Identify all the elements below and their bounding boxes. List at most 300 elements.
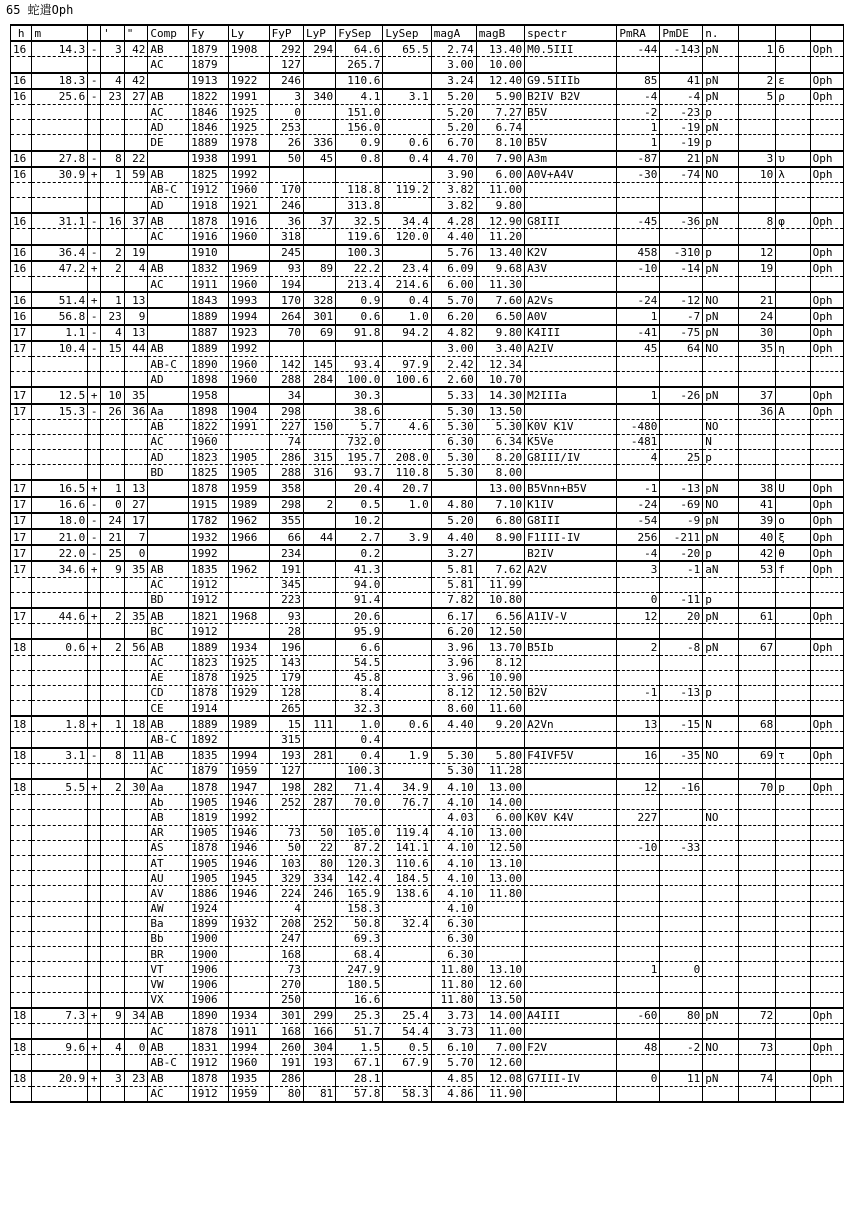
cell-bayer bbox=[776, 871, 810, 886]
cell-sign bbox=[88, 104, 101, 119]
cell-maga: 4.10 bbox=[431, 779, 476, 795]
cell-bayer: ο bbox=[776, 513, 810, 529]
cell-pmde bbox=[660, 434, 703, 449]
cell-lysep bbox=[383, 992, 431, 1008]
cell-h bbox=[11, 465, 32, 481]
cell-sign bbox=[88, 356, 101, 371]
cell-fy: 1905 bbox=[189, 871, 229, 886]
cell-lyp bbox=[303, 992, 335, 1008]
cell-m bbox=[32, 962, 88, 977]
cell-spectr bbox=[525, 886, 617, 901]
cell-con bbox=[810, 977, 843, 992]
cell-sign bbox=[88, 372, 101, 388]
cell-pmde: -33 bbox=[660, 840, 703, 855]
cell-magb: 13.40 bbox=[476, 245, 524, 261]
cell-lyp: 315 bbox=[303, 450, 335, 465]
cell-ly: 1925 bbox=[228, 655, 269, 670]
cell-pmde: -12 bbox=[660, 292, 703, 308]
cell-maga: 4.40 bbox=[431, 229, 476, 245]
column-header: h bbox=[11, 25, 32, 41]
cell-h bbox=[11, 419, 32, 434]
cell-lysep: 76.7 bbox=[383, 795, 431, 810]
cell-fy: 1900 bbox=[189, 947, 229, 962]
cell-magb: 11.28 bbox=[476, 763, 524, 779]
cell-magb: 11.90 bbox=[476, 1086, 524, 1102]
cell-fysep: 67.1 bbox=[336, 1055, 383, 1071]
cell-spectr bbox=[525, 992, 617, 1008]
cell-con: Oph bbox=[810, 404, 843, 420]
cell-deg bbox=[101, 434, 125, 449]
cell-fyp: 246 bbox=[269, 73, 303, 89]
cell-spectr bbox=[525, 977, 617, 992]
cell-num bbox=[738, 947, 776, 962]
cell-min: 7 bbox=[124, 529, 148, 545]
cell-min bbox=[124, 795, 148, 810]
table-row bbox=[11, 450, 844, 465]
cell-pmde bbox=[660, 795, 703, 810]
cell-magb: 9.80 bbox=[476, 198, 524, 214]
cell-pmde bbox=[660, 624, 703, 640]
cell-fyp: 50 bbox=[269, 151, 303, 167]
cell-bayer: U bbox=[776, 480, 810, 496]
cell-min bbox=[124, 434, 148, 449]
cell-fyp: 93 bbox=[269, 608, 303, 624]
cell-spectr: G7III-IV bbox=[525, 1071, 617, 1087]
cell-sign: - bbox=[88, 341, 101, 357]
cell-con bbox=[810, 840, 843, 855]
cell-ly: 1960 bbox=[228, 277, 269, 293]
table-row bbox=[11, 931, 844, 946]
cell-pmde: 20 bbox=[660, 608, 703, 624]
cell-spectr bbox=[525, 229, 617, 245]
column-header: Fy bbox=[189, 25, 229, 41]
cell-fy: 1846 bbox=[189, 104, 229, 119]
cell-spectr bbox=[525, 356, 617, 371]
cell-pmra bbox=[617, 871, 660, 886]
cell-lyp: 284 bbox=[303, 372, 335, 388]
cell-fysep: 0.9 bbox=[336, 292, 383, 308]
cell-maga: 4.82 bbox=[431, 325, 476, 341]
cell-maga: 3.90 bbox=[431, 167, 476, 183]
cell-lyp bbox=[303, 962, 335, 977]
cell-h: 16 bbox=[11, 151, 32, 167]
cell-min: 13 bbox=[124, 480, 148, 496]
cell-bayer bbox=[776, 716, 810, 732]
cell-h: 17 bbox=[11, 404, 32, 420]
cell-fy: 1889 bbox=[189, 716, 229, 732]
column-header: spectr bbox=[525, 25, 617, 41]
column-header: ' bbox=[101, 25, 125, 41]
cell-spectr bbox=[525, 931, 617, 946]
cell-pmra: 13 bbox=[617, 716, 660, 732]
cell-sign: + bbox=[88, 561, 101, 577]
cell-lysep bbox=[383, 901, 431, 916]
cell-ly: 1934 bbox=[228, 1008, 269, 1024]
cell-sign: + bbox=[88, 1071, 101, 1087]
cell-h bbox=[11, 104, 32, 119]
cell-n bbox=[703, 732, 738, 748]
cell-fyp: 301 bbox=[269, 1008, 303, 1024]
cell-n: pN bbox=[703, 261, 738, 277]
cell-bayer: φ bbox=[776, 213, 810, 229]
cell-m bbox=[32, 465, 88, 481]
cell-con bbox=[810, 372, 843, 388]
cell-pmra bbox=[617, 655, 660, 670]
cell-pmra: -10 bbox=[617, 261, 660, 277]
cell-comp: AC bbox=[148, 1024, 189, 1040]
cell-lyp: 80 bbox=[303, 855, 335, 870]
cell-deg: 26 bbox=[101, 404, 125, 420]
cell-min: 11 bbox=[124, 748, 148, 764]
cell-comp: AV bbox=[148, 886, 189, 901]
cell-num: 53 bbox=[738, 561, 776, 577]
cell-magb: 6.80 bbox=[476, 513, 524, 529]
cell-fyp: 34 bbox=[269, 387, 303, 403]
cell-min: 22 bbox=[124, 151, 148, 167]
cell-ly: 1960 bbox=[228, 356, 269, 371]
cell-fy: 1992 bbox=[189, 545, 229, 561]
cell-con bbox=[810, 465, 843, 481]
cell-num bbox=[738, 992, 776, 1008]
cell-deg bbox=[101, 419, 125, 434]
cell-m bbox=[32, 372, 88, 388]
cell-sign bbox=[88, 810, 101, 825]
cell-fyp: 252 bbox=[269, 795, 303, 810]
cell-comp bbox=[148, 480, 189, 496]
cell-maga: 6.09 bbox=[431, 261, 476, 277]
cell-pmra bbox=[617, 465, 660, 481]
cell-con: Oph bbox=[810, 1008, 843, 1024]
cell-pmde bbox=[660, 198, 703, 214]
table-row bbox=[11, 577, 844, 592]
cell-pmde bbox=[660, 57, 703, 73]
cell-deg: 4 bbox=[101, 73, 125, 89]
cell-pmra: 48 bbox=[617, 1039, 660, 1055]
cell-pmde bbox=[660, 465, 703, 481]
column-header: n. bbox=[703, 25, 738, 41]
cell-fysep: 70.0 bbox=[336, 795, 383, 810]
cell-maga: 6.17 bbox=[431, 608, 476, 624]
cell-ly: 1904 bbox=[228, 404, 269, 420]
cell-num bbox=[738, 855, 776, 870]
cell-comp: Aa bbox=[148, 404, 189, 420]
cell-m bbox=[32, 1055, 88, 1071]
table-row bbox=[11, 886, 844, 901]
cell-maga bbox=[431, 480, 476, 496]
cell-spectr: F2V bbox=[525, 1039, 617, 1055]
cell-lyp: 252 bbox=[303, 916, 335, 931]
cell-min bbox=[124, 916, 148, 931]
table-row bbox=[11, 716, 844, 732]
cell-lysep: 100.6 bbox=[383, 372, 431, 388]
cell-num: 1 bbox=[738, 41, 776, 57]
cell-num bbox=[738, 670, 776, 685]
cell-spectr bbox=[525, 916, 617, 931]
cell-magb: 9.20 bbox=[476, 716, 524, 732]
cell-bayer bbox=[776, 916, 810, 931]
cell-fysep: 0.6 bbox=[336, 308, 383, 324]
cell-h: 17 bbox=[11, 325, 32, 341]
cell-lyp bbox=[303, 229, 335, 245]
cell-maga: 4.10 bbox=[431, 901, 476, 916]
cell-min: 9 bbox=[124, 308, 148, 324]
cell-pmra: 12 bbox=[617, 608, 660, 624]
cell-m bbox=[32, 992, 88, 1008]
cell-fy: 1846 bbox=[189, 120, 229, 135]
cell-con bbox=[810, 1024, 843, 1040]
cell-deg: 2 bbox=[101, 779, 125, 795]
cell-lyp: 2 bbox=[303, 497, 335, 513]
table-row bbox=[11, 855, 844, 870]
table-row bbox=[11, 1024, 844, 1040]
cell-pmra: -41 bbox=[617, 325, 660, 341]
cell-pmde bbox=[660, 229, 703, 245]
cell-n: pN bbox=[703, 41, 738, 57]
cell-lysep bbox=[383, 57, 431, 73]
cell-spectr: A0V+A4V bbox=[525, 167, 617, 183]
cell-spectr: A2Vn bbox=[525, 716, 617, 732]
cell-pmra bbox=[617, 182, 660, 197]
cell-fy: 1889 bbox=[189, 639, 229, 655]
cell-fyp: 36 bbox=[269, 213, 303, 229]
cell-fyp: 292 bbox=[269, 41, 303, 57]
cell-deg: 15 bbox=[101, 341, 125, 357]
cell-m bbox=[32, 229, 88, 245]
cell-h: 18 bbox=[11, 1008, 32, 1024]
cell-con bbox=[810, 992, 843, 1008]
cell-bayer bbox=[776, 886, 810, 901]
cell-sign bbox=[88, 419, 101, 434]
cell-fy: 1835 bbox=[189, 561, 229, 577]
cell-h bbox=[11, 810, 32, 825]
cell-spectr bbox=[525, 763, 617, 779]
cell-fy: 1912 bbox=[189, 1086, 229, 1102]
cell-fy: 1912 bbox=[189, 182, 229, 197]
cell-fysep: 30.3 bbox=[336, 387, 383, 403]
cell-n bbox=[703, 1086, 738, 1102]
cell-sign bbox=[88, 732, 101, 748]
cell-num: 72 bbox=[738, 1008, 776, 1024]
cell-bayer bbox=[776, 1008, 810, 1024]
cell-con bbox=[810, 1086, 843, 1102]
cell-magb: 7.60 bbox=[476, 292, 524, 308]
cell-lysep bbox=[383, 513, 431, 529]
cell-h bbox=[11, 1024, 32, 1040]
cell-fy: 1878 bbox=[189, 840, 229, 855]
cell-con bbox=[810, 434, 843, 449]
cell-lyp bbox=[303, 977, 335, 992]
cell-comp: Ab bbox=[148, 795, 189, 810]
cell-maga: 5.30 bbox=[431, 419, 476, 434]
cell-con: Oph bbox=[810, 308, 843, 324]
table-row bbox=[11, 261, 844, 277]
cell-pmra: -2 bbox=[617, 104, 660, 119]
cell-sign bbox=[88, 229, 101, 245]
cell-pmra bbox=[617, 1055, 660, 1071]
cell-ly: 1962 bbox=[228, 561, 269, 577]
cell-pmra bbox=[617, 855, 660, 870]
cell-fyp: 208 bbox=[269, 916, 303, 931]
cell-comp: BD bbox=[148, 465, 189, 481]
cell-deg bbox=[101, 592, 125, 608]
cell-n bbox=[703, 795, 738, 810]
cell-spectr: B5V bbox=[525, 135, 617, 151]
cell-con bbox=[810, 871, 843, 886]
cell-magb: 13.10 bbox=[476, 855, 524, 870]
cell-spectr bbox=[525, 825, 617, 840]
cell-min: 35 bbox=[124, 561, 148, 577]
cell-con bbox=[810, 120, 843, 135]
cell-magb: 13.00 bbox=[476, 480, 524, 496]
cell-fysep: 118.8 bbox=[336, 182, 383, 197]
cell-sign: + bbox=[88, 1008, 101, 1024]
cell-pmde: -16 bbox=[660, 779, 703, 795]
cell-deg bbox=[101, 670, 125, 685]
cell-deg bbox=[101, 810, 125, 825]
table-row bbox=[11, 182, 844, 197]
cell-lysep: 214.6 bbox=[383, 277, 431, 293]
cell-fyp: 70 bbox=[269, 325, 303, 341]
cell-con: Oph bbox=[810, 292, 843, 308]
cell-fysep: 119.6 bbox=[336, 229, 383, 245]
cell-num: 10 bbox=[738, 167, 776, 183]
cell-min bbox=[124, 57, 148, 73]
cell-con: Oph bbox=[810, 73, 843, 89]
cell-spectr bbox=[525, 779, 617, 795]
cell-sign: - bbox=[88, 513, 101, 529]
cell-sign: + bbox=[88, 1039, 101, 1055]
cell-lysep: 184.5 bbox=[383, 871, 431, 886]
cell-magb: 8.12 bbox=[476, 655, 524, 670]
cell-fyp: 264 bbox=[269, 308, 303, 324]
cell-fysep: 91.4 bbox=[336, 592, 383, 608]
cell-min bbox=[124, 1086, 148, 1102]
cell-ly: 1959 bbox=[228, 763, 269, 779]
cell-deg: 1 bbox=[101, 167, 125, 183]
column-header: Comp bbox=[148, 25, 189, 41]
cell-con: Oph bbox=[810, 213, 843, 229]
cell-maga: 3.82 bbox=[431, 182, 476, 197]
cell-pmra: 4 bbox=[617, 450, 660, 465]
table-row bbox=[11, 89, 844, 105]
cell-deg: 1 bbox=[101, 716, 125, 732]
cell-h bbox=[11, 670, 32, 685]
cell-num: 39 bbox=[738, 513, 776, 529]
cell-num: 74 bbox=[738, 1071, 776, 1087]
cell-fy: 1843 bbox=[189, 292, 229, 308]
cell-fysep: 5.7 bbox=[336, 419, 383, 434]
cell-pmde bbox=[660, 577, 703, 592]
cell-min bbox=[124, 277, 148, 293]
cell-deg: 16 bbox=[101, 213, 125, 229]
cell-lyp bbox=[303, 901, 335, 916]
cell-num bbox=[738, 901, 776, 916]
cell-magb: 7.90 bbox=[476, 151, 524, 167]
cell-ly bbox=[228, 434, 269, 449]
cell-n bbox=[703, 1024, 738, 1040]
cell-pmde bbox=[660, 916, 703, 931]
cell-m bbox=[32, 886, 88, 901]
cell-comp: AB-C bbox=[148, 732, 189, 748]
cell-spectr bbox=[525, 57, 617, 73]
cell-maga: 5.70 bbox=[431, 1055, 476, 1071]
cell-fyp: 50 bbox=[269, 840, 303, 855]
cell-con bbox=[810, 685, 843, 700]
cell-con bbox=[810, 901, 843, 916]
cell-deg: 8 bbox=[101, 151, 125, 167]
column-header: " bbox=[124, 25, 148, 41]
cell-m: 51.4 bbox=[32, 292, 88, 308]
cell-comp: AB bbox=[148, 561, 189, 577]
cell-lyp bbox=[303, 513, 335, 529]
cell-deg bbox=[101, 977, 125, 992]
cell-con: Oph bbox=[810, 245, 843, 261]
cell-con bbox=[810, 732, 843, 748]
cell-magb: 13.50 bbox=[476, 404, 524, 420]
cell-bayer: p bbox=[776, 779, 810, 795]
cell-lysep: 0.4 bbox=[383, 151, 431, 167]
cell-pmra bbox=[617, 763, 660, 779]
cell-n: NO bbox=[703, 292, 738, 308]
cell-min bbox=[124, 104, 148, 119]
cell-h: 17 bbox=[11, 529, 32, 545]
cell-magb: 7.62 bbox=[476, 561, 524, 577]
cell-h: 16 bbox=[11, 308, 32, 324]
cell-spectr bbox=[525, 701, 617, 717]
cell-ly bbox=[228, 901, 269, 916]
cell-min bbox=[124, 947, 148, 962]
cell-lysep bbox=[383, 404, 431, 420]
cell-fyp: 196 bbox=[269, 639, 303, 655]
cell-comp: AC bbox=[148, 57, 189, 73]
table-row bbox=[11, 277, 844, 293]
cell-h bbox=[11, 732, 32, 748]
cell-pmde: 21 bbox=[660, 151, 703, 167]
cell-fy: 1825 bbox=[189, 167, 229, 183]
cell-spectr: M0.5III bbox=[525, 41, 617, 57]
cell-comp: AB bbox=[148, 341, 189, 357]
cell-num bbox=[738, 356, 776, 371]
cell-ly: 1932 bbox=[228, 916, 269, 931]
cell-spectr bbox=[525, 670, 617, 685]
cell-lysep bbox=[383, 245, 431, 261]
cell-fyp: 288 bbox=[269, 465, 303, 481]
cell-deg bbox=[101, 763, 125, 779]
cell-fy: 1890 bbox=[189, 356, 229, 371]
cell-magb: 11.00 bbox=[476, 182, 524, 197]
cell-fysep: 151.0 bbox=[336, 104, 383, 119]
cell-min: 0 bbox=[124, 1039, 148, 1055]
cell-h bbox=[11, 182, 32, 197]
cell-pmde bbox=[660, 931, 703, 946]
cell-fysep: 0.5 bbox=[336, 497, 383, 513]
cell-n bbox=[703, 57, 738, 73]
cell-pmde: -19 bbox=[660, 135, 703, 151]
cell-fyp: 245 bbox=[269, 245, 303, 261]
cell-lysep bbox=[383, 1071, 431, 1087]
cell-fyp: 143 bbox=[269, 655, 303, 670]
cell-maga: 3.82 bbox=[431, 198, 476, 214]
cell-lysep bbox=[383, 947, 431, 962]
cell-magb bbox=[476, 916, 524, 931]
cell-maga: 5.20 bbox=[431, 104, 476, 119]
cell-m bbox=[32, 120, 88, 135]
table-row bbox=[11, 151, 844, 167]
cell-lyp bbox=[303, 167, 335, 183]
cell-maga: 3.00 bbox=[431, 57, 476, 73]
cell-h bbox=[11, 356, 32, 371]
table-row bbox=[11, 229, 844, 245]
